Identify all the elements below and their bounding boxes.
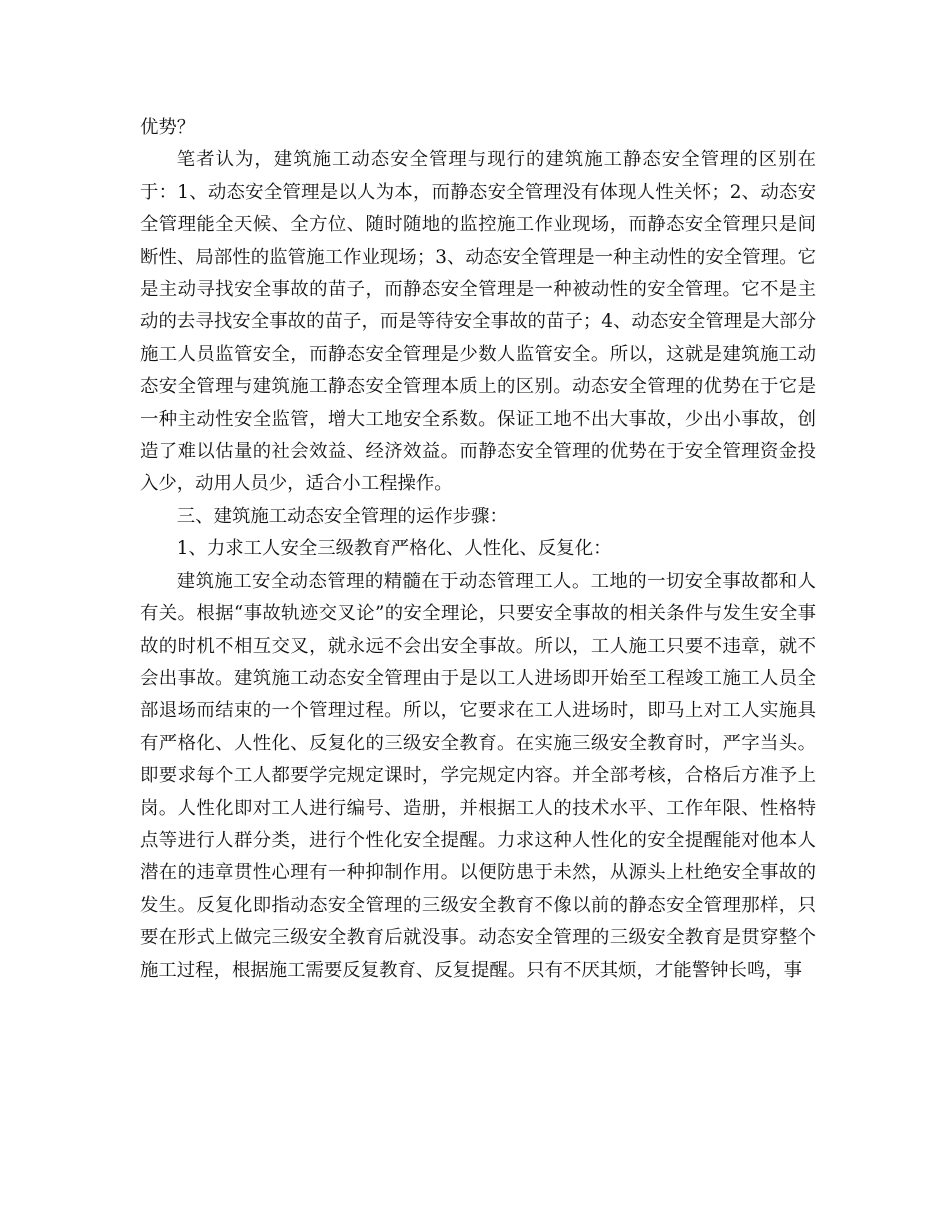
paragraph-education: 建筑施工安全动态管理的精髓在于动态管理工人。工地的一切安全事故都和人有关。根据“事故轨迹交叉论”的安全理论，只要安全事故的相关条件与发生安全事故的时机不相互交叉，就永远不会出安全事故。所以，工人施工只要不违章，就不会出事故。建筑施工动态安全管理由于是以工人进场即开始至工程竣工施工人员全部退场而结束的一个管理过程。所以，它要求在工人进场时，即马上对工人实施具有严格化、人性化、反复化的三级安全教育。在实施三级安全教育时，严字当头。即要求每个工人都要学完规定课时，学完规定内容。并全部考核，合格后方准予上岗。人性化即对工人进行编号、造册，并根据工人的技术水平、工作年限、性格特点等进行人群分类，进行个性化安全提醒。力求这种人性化的安全提醒能对他本人潜在的违章贯性心理有一种抑制作用。以便防患于未然，从源头上杜绝安全事故的发生。反复化即指动态安全管理的三级安全教育不像以前的静态安全管理那样，只要在形式上做完三级安全教育后就没事。动态安全管理的三级安全教育是贯穿整个施工过程，根据施工需要反复教育、反复提醒。只有不厌其烦，才能警钟长鸣，事 bbox=[140, 570, 816, 981]
section-heading: 三、建筑施工动态安全管理的运作步骤： bbox=[176, 505, 508, 527]
subsection-heading: 1、力求工人安全三级教育严格化、人性化、反复化： bbox=[176, 538, 612, 560]
paragraph-comparison: 笔者认为，建筑施工动态安全管理与现行的建筑施工静态安全管理的区别在于：1、动态安全管理是以人为本，而静态安全管理没有体现人性关怀；2、动态安全管理能全天候、全方位、随时随地的监控施工作业现场，而静态安全管理只是间断性、局部性的监管施工作业现场；3、动态安全管理是一种主动性的安全管理。它是主动寻找安全事故的苗子，而静态安全管理是一种被动性的安全管理。它不是主动的去寻找安全事故的苗子，而是等待安全事故的苗子；4、动态安全管理是大部分施工人员监管安全，而静态安全管理是少数人监管安全。所以，这就是建筑施工动态安全管理与建筑施工静态安全管理本质上的区别。动态安全管理的优势在于它是一种主动性安全监管，增大工地安全系数。保证工地不出大事故，少出小事故，创造了难以估量的社会效益、经济效益。而静态安全管理的优势在于安全管理资金投入少，动用人员少，适合小工程操作。 bbox=[140, 149, 816, 495]
document-page bbox=[140, 112, 816, 987]
paragraph-continuation: 优势？ bbox=[140, 117, 196, 138]
